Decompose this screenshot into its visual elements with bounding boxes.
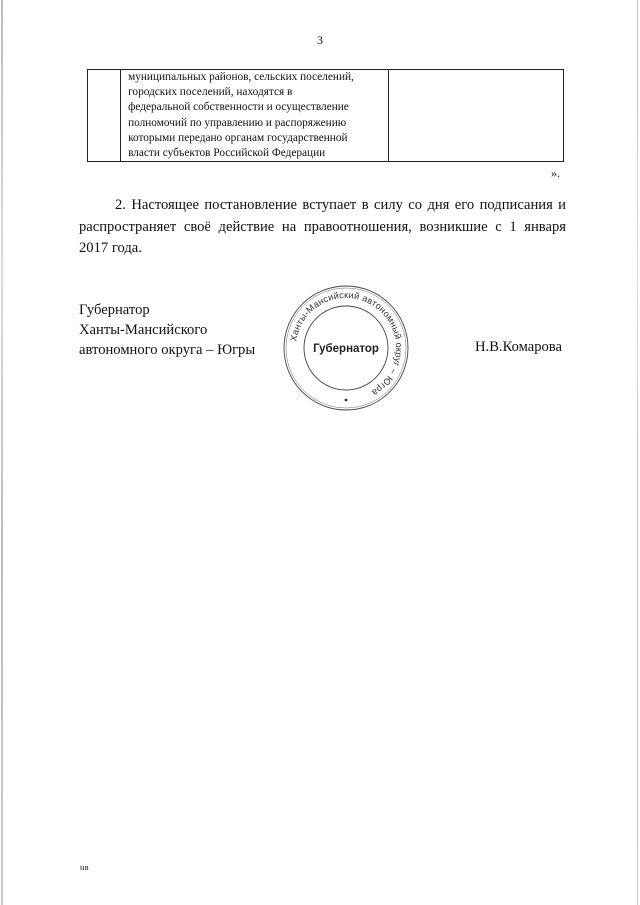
seal-ring-text: Ханты-Мансийский автономный округ – Югра [288, 289, 405, 399]
table-row [88, 70, 564, 162]
table-text-line: городских поселений, находятся в [128, 86, 293, 99]
table-cell-empty [388, 70, 563, 162]
footer-mark: нв [80, 863, 90, 872]
signatory-title-line: Ханты-Мансийского [79, 322, 208, 338]
table-text-line: федеральной собственности и осуществление [128, 101, 349, 114]
signatory-title-line: Губернатор [79, 302, 150, 318]
continued-table [87, 69, 564, 162]
scan-edge-left [1, 0, 3, 905]
scan-edge-right [637, 0, 638, 905]
official-seal [281, 283, 411, 413]
table-cell-number [88, 70, 121, 162]
seal-star-icon [345, 399, 348, 402]
paragraph-line: распространяет своё действие на правоотношения, возникшие с 1 января [79, 218, 566, 235]
signatory-title [79, 300, 255, 360]
table-cell-description [121, 70, 389, 162]
paragraph-line: 2017 года. [79, 240, 142, 256]
table-text-line: власти субъектов Российской Федерации [128, 147, 326, 160]
table-text-line: которыми передано органам государственной [128, 131, 348, 144]
signatory-name: Н.В.Комарова [475, 339, 562, 355]
table-text-line: муниципальных районов, сельских поселений, [128, 71, 354, 83]
page-number: 3 [317, 33, 323, 47]
paragraph-effective-date [79, 195, 566, 260]
closing-quote: ». [551, 166, 560, 180]
seal-center-text: Губернатор [313, 343, 379, 355]
signatory-title-line: автономного округа – Югры [79, 342, 256, 358]
table-text-line: полномочий по управлению и распоряжению [128, 116, 347, 129]
paragraph-line: 2. Настоящее постановление вступает в силу со дня его подписания и [115, 197, 566, 213]
